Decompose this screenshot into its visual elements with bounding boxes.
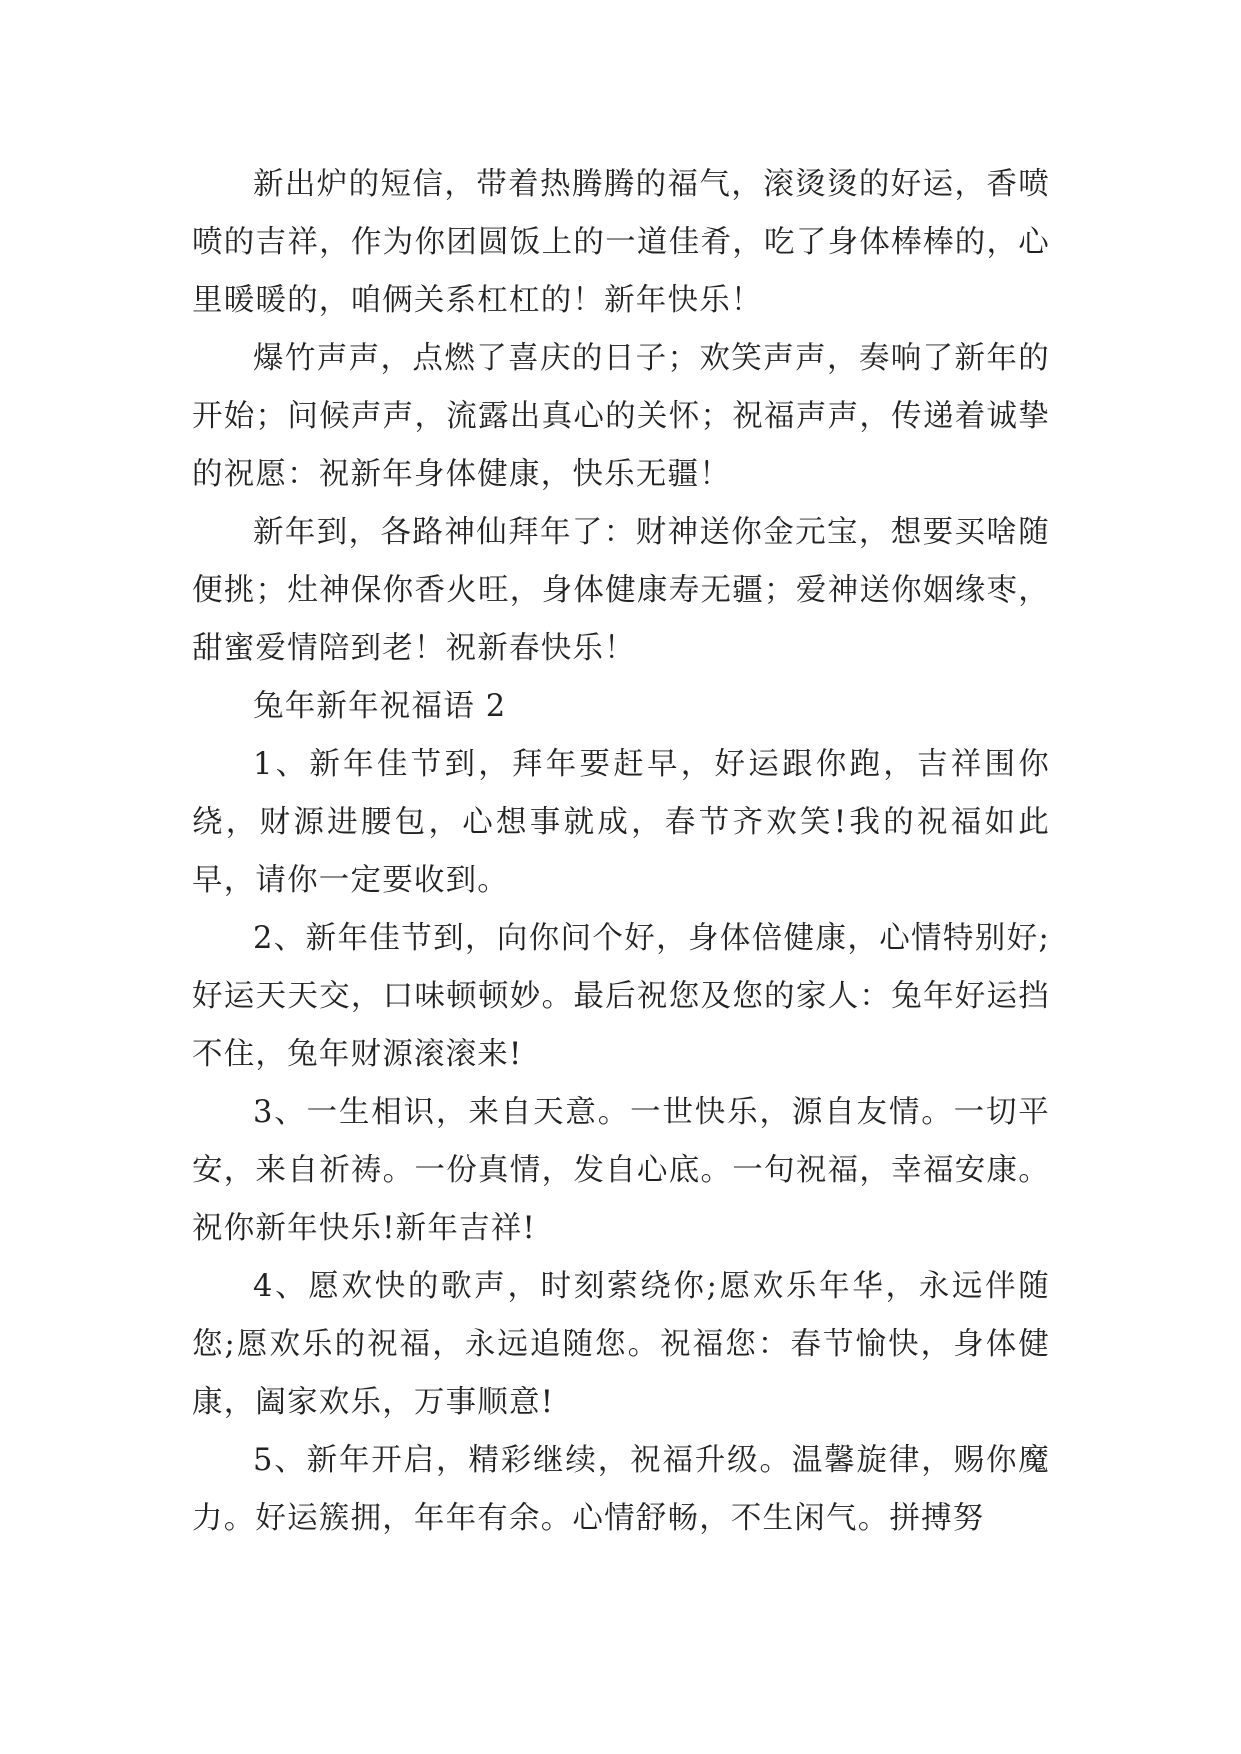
list-item: 5、新年开启，精彩继续，祝福升级。温馨旋律，赐你魔力。好运簇拥，年年有余。心情舒畅，不生闲气。拼搏努	[192, 1443, 1050, 1536]
paragraph: 新年到，各路神仙拜年了：财神送你金元宝，想要买啥随便挑；灶神保你香火旺，身体健康寿无疆；爱神送你姻缘枣，甜蜜爱情陪到老！祝新春快乐！	[192, 515, 1050, 666]
section-heading: 兔年新年祝福语 2	[253, 689, 507, 724]
paragraph: 爆竹声声，点燃了喜庆的日子；欢笑声声，奏响了新年的开始；问候声声，流露出真心的关怀；祝福声声，传递着诚挚的祝愿：祝新年身体健康，快乐无疆！	[192, 341, 1050, 492]
paragraph: 新出炉的短信，带着热腾腾的福气，滚烫烫的好运，香喷喷的吉祥，作为你团圆饭上的一道佳肴，吃了身体棒棒的，心里暖暖的，咱俩关系杠杠的！新年快乐！	[192, 167, 1050, 318]
list-item: 1、新年佳节到，拜年要赶早，好运跟你跑，吉祥围你绕，财源进腰包，心想事就成，春节齐欢笑!我的祝福如此早，请你一定要收到。	[192, 747, 1050, 898]
list-item: 3、一生相识，来自天意。一世快乐，源自友情。一切平安，来自祈祷。一份真情，发自心底。一句祝福，幸福安康。祝你新年快乐!新年吉祥!	[192, 1095, 1050, 1246]
list-item: 4、愿欢快的歌声，时刻萦绕你;愿欢乐年华，永远伴随您;愿欢乐的祝福，永远追随您。祝福您：春节愉快，身体健康，阖家欢乐，万事顺意!	[192, 1269, 1050, 1420]
list-item: 2、新年佳节到，向你问个好，身体倍健康，心情特别好;好运天天交，口味顿顿妙。最后祝您及您的家人：兔年好运挡不住，兔年财源滚滚来!	[192, 921, 1050, 1072]
document-body	[192, 156, 1050, 1548]
